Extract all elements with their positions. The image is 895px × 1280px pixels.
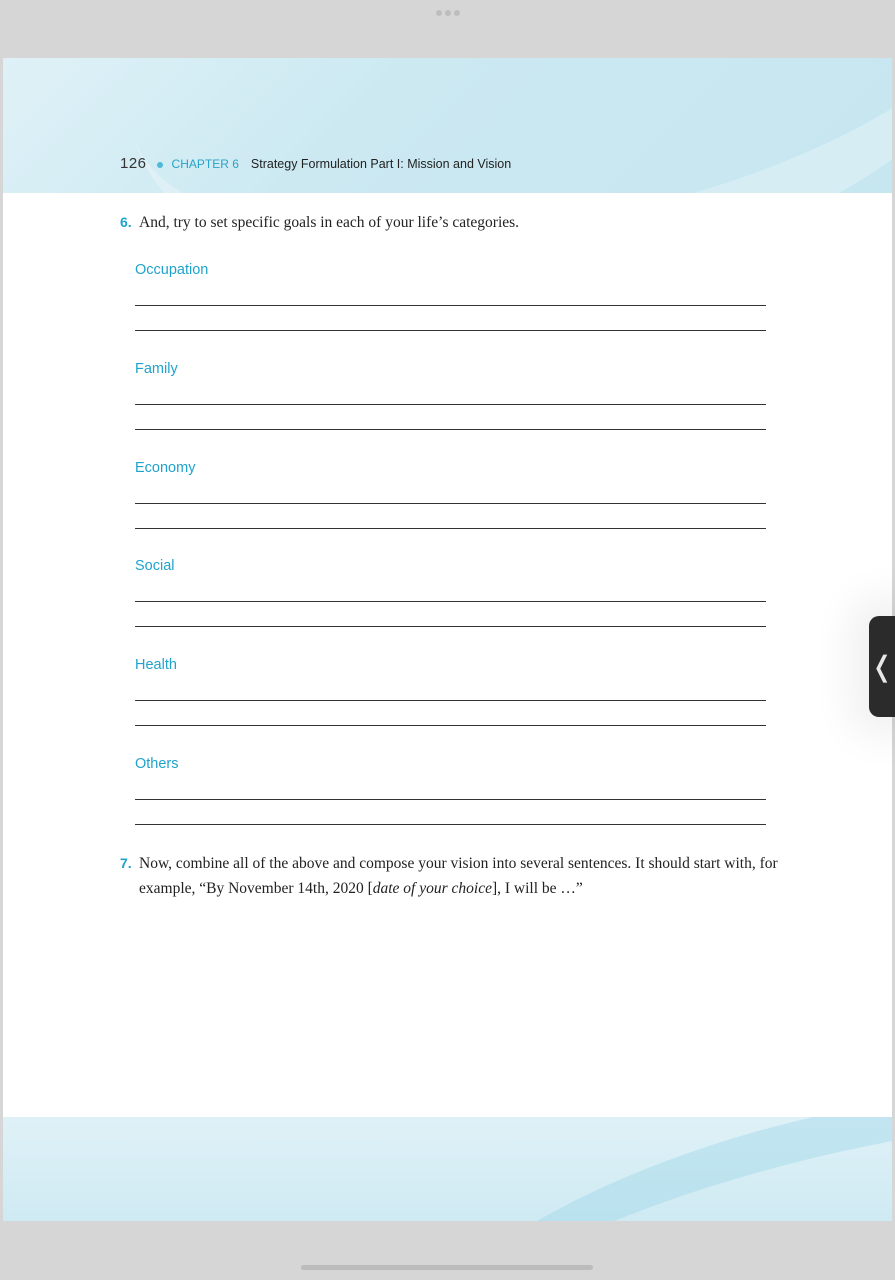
answer-line <box>135 601 766 602</box>
answer-line <box>135 725 766 726</box>
question-text-italic: date of your choice <box>372 880 492 897</box>
answer-line <box>135 626 766 627</box>
footer-swoosh-decoration <box>355 1117 892 1221</box>
answer-line <box>135 700 766 701</box>
category-label: Economy <box>135 460 196 476</box>
question-7 <box>120 851 780 901</box>
chapter-label: CHAPTER 6 <box>171 157 239 171</box>
answer-line <box>135 330 766 331</box>
question-number: 6. <box>120 214 132 230</box>
question-text-part: Now, combine all of the above and compose your vision into several sentences. It should start with, for example, “By November 14th, 2020 [ <box>139 855 778 897</box>
answer-line <box>135 528 766 529</box>
answer-line <box>135 799 766 800</box>
book-page <box>3 58 892 1221</box>
answer-line <box>135 404 766 405</box>
header-swoosh-decoration <box>83 58 892 193</box>
multitask-dots-icon[interactable] <box>436 10 460 16</box>
category-label: Family <box>135 361 178 377</box>
question-6 <box>120 210 780 235</box>
running-head <box>120 155 511 172</box>
page-footer-band <box>3 1117 892 1221</box>
page-header-band <box>3 58 892 193</box>
dot <box>436 10 442 16</box>
dot <box>454 10 460 16</box>
category-economy <box>135 460 767 540</box>
answer-line <box>135 503 766 504</box>
category-health <box>135 657 767 737</box>
answer-line <box>135 305 766 306</box>
chevron-left-icon: ❬ <box>870 649 894 683</box>
category-label: Occupation <box>135 262 209 278</box>
category-occupation <box>135 262 767 342</box>
category-label: Health <box>135 657 177 673</box>
dot <box>445 10 451 16</box>
question-text: And, try to set specific goals in each of your life’s categories. <box>139 214 520 231</box>
chapter-title: Strategy Formulation Part I: Mission and Vision <box>250 157 512 171</box>
category-label: Social <box>135 558 175 574</box>
page-number: 126 <box>120 155 147 172</box>
category-social <box>135 558 767 638</box>
question-text-part: ], I will be …” <box>491 880 583 897</box>
side-panel-handle[interactable] <box>869 616 895 717</box>
question-number: 7. <box>120 855 132 871</box>
bullet-dot-icon <box>157 162 163 168</box>
category-family <box>135 361 767 441</box>
answer-line <box>135 429 766 430</box>
category-others <box>135 756 767 836</box>
home-indicator[interactable] <box>301 1265 593 1270</box>
answer-line <box>135 824 766 825</box>
question-text <box>120 851 780 901</box>
category-label: Others <box>135 756 179 772</box>
